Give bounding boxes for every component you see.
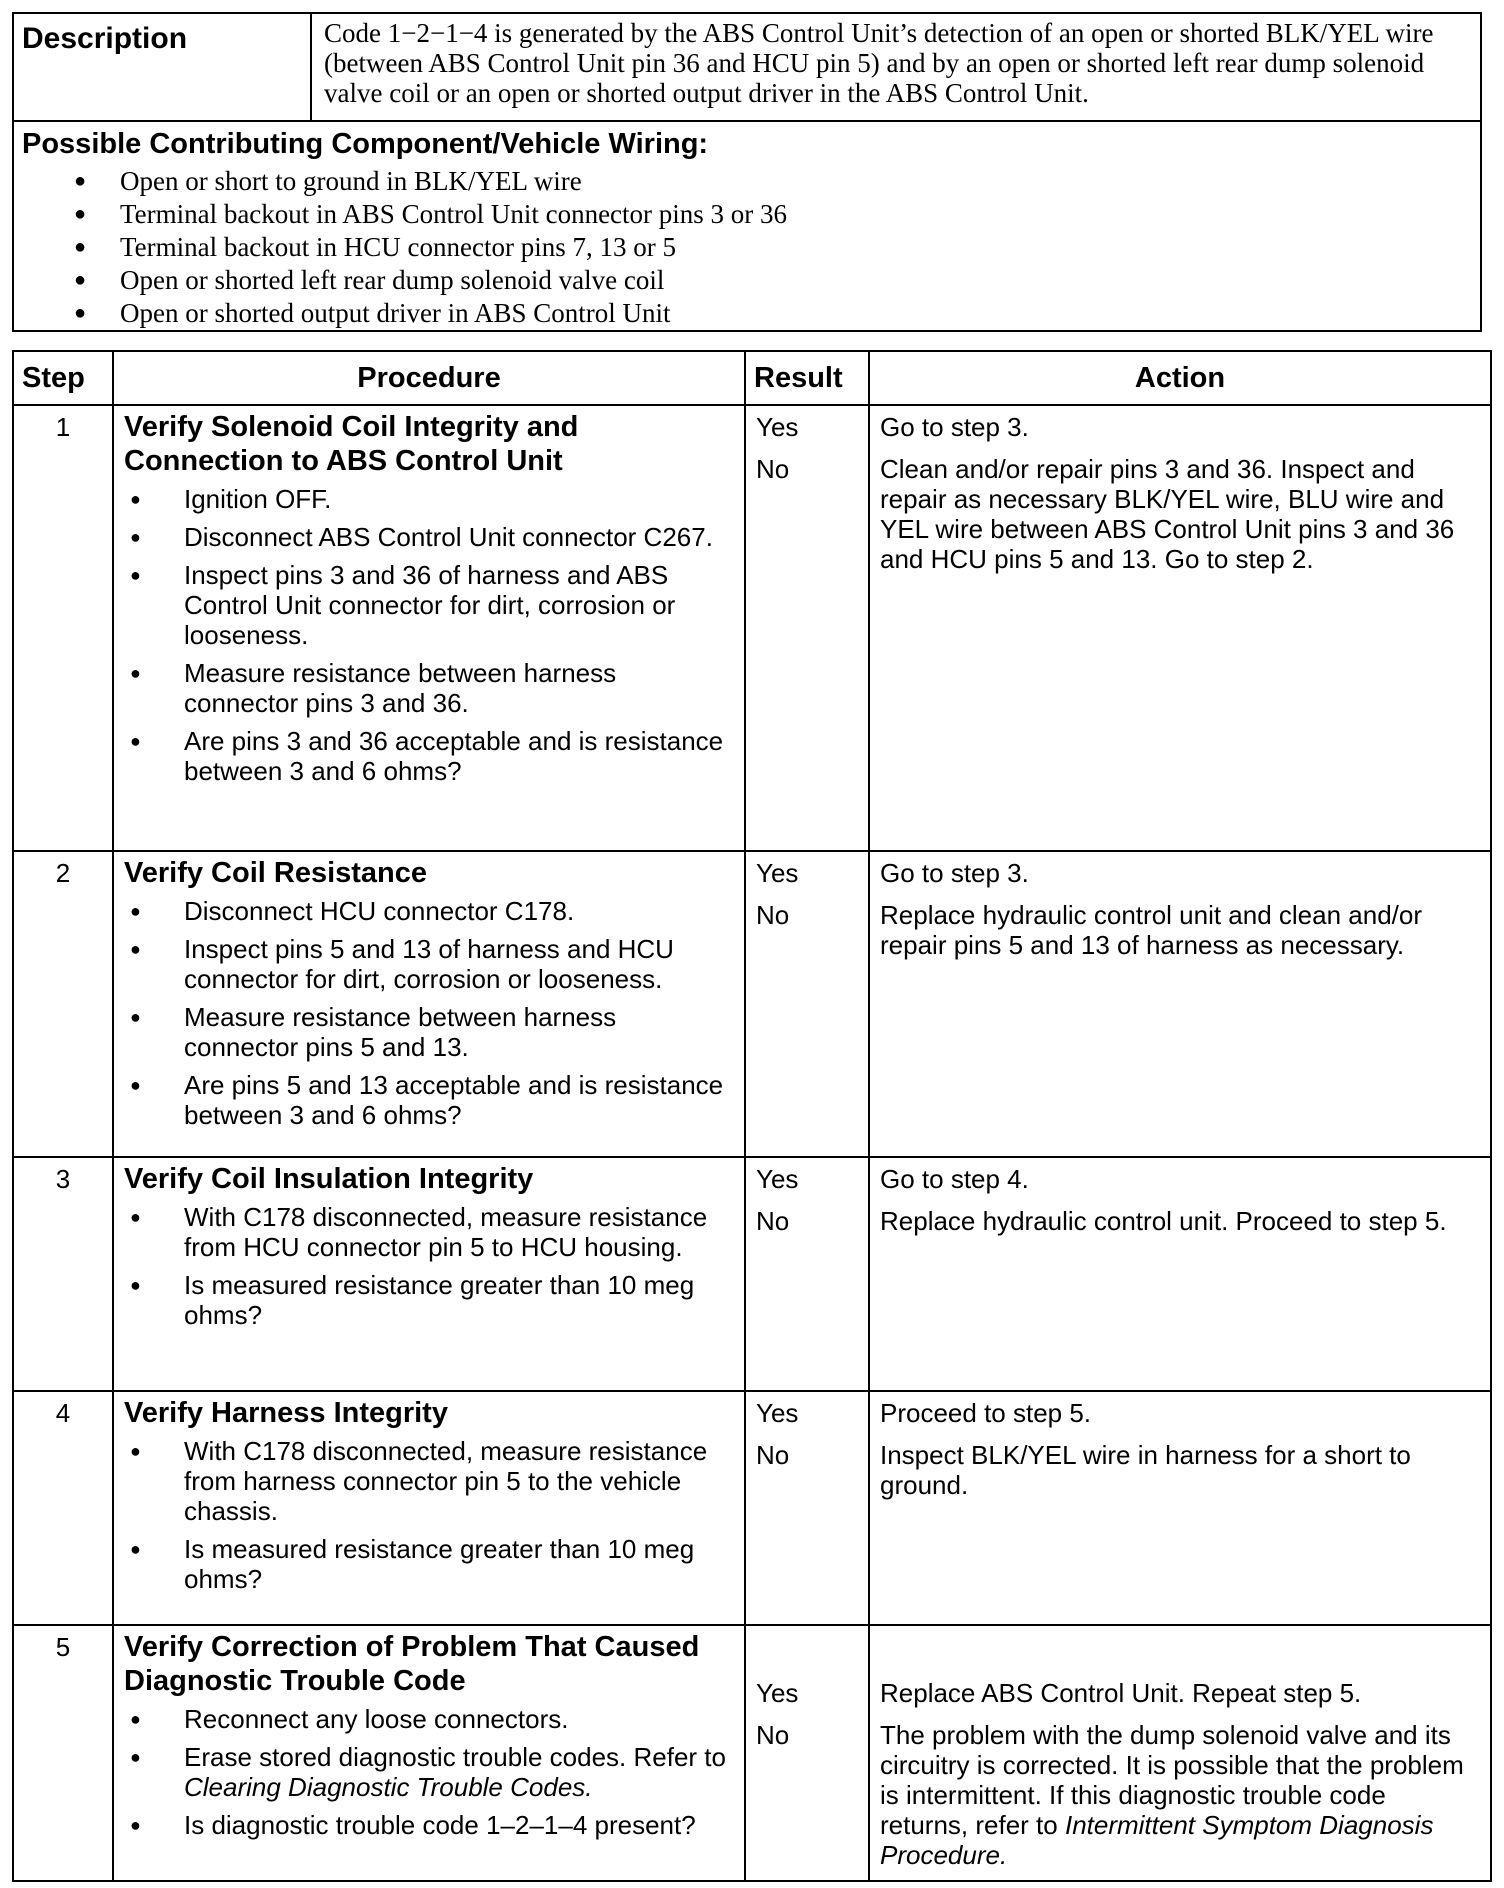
contributing-item: ● Open or shorted output driver in ABS Control Unit — [74, 297, 1472, 330]
procedure-title: Verify Solenoid Coil Integrity and Connection to ABS Control Unit — [124, 411, 579, 477]
procedure-bullet: ● Inspect pins 3 and 36 of harness and ABS Control Unit connector for dirt, corrosion or looseness. — [124, 560, 734, 650]
procedure-cell — [113, 405, 745, 851]
table-row — [13, 405, 1491, 851]
step-number: 1 — [13, 405, 113, 851]
procedure-bullet: ● Is diagnostic trouble code 1–2–1–4 present? — [124, 1810, 734, 1840]
action-no: Replace hydraulic control unit and clean and/or repair pins 5 and 13 of harness as necessary. — [880, 900, 1423, 960]
action-text: The problem with the dump solenoid valve and its circuitry is corrected. It is possible that the problem is intermittent. If this diagnostic trouble code returns, refer to — [880, 1720, 1464, 1840]
action-cell — [869, 1157, 1491, 1391]
contributing-item: ● Terminal backout in ABS Control Unit connector pins 3 or 36 — [74, 198, 1472, 231]
bullet-reference: Clearing Diagnostic Trouble Codes. — [184, 1772, 593, 1802]
procedure-bullet: ● Disconnect ABS Control Unit connector C267. — [124, 522, 734, 552]
procedure-cell — [113, 1625, 745, 1881]
contributing-title: Possible Contributing Component/Vehicle Wiring: — [22, 128, 709, 160]
result-yes: Yes — [756, 1164, 799, 1194]
procedure-cell — [113, 1391, 745, 1625]
header-step: Step — [13, 351, 113, 405]
description-label: Description — [14, 14, 312, 120]
action-no: Replace hydraulic control unit. Proceed to step 5. — [880, 1206, 1447, 1236]
header-procedure: Procedure — [113, 351, 745, 405]
description-row — [14, 14, 1480, 122]
procedure-cell — [113, 851, 745, 1157]
procedure-bullet — [124, 1742, 734, 1802]
procedure-bullet: ● Ignition OFF. — [124, 484, 734, 514]
procedure-list — [124, 1436, 734, 1594]
action-no — [880, 1720, 1480, 1870]
contributing-item: ● Open or short to ground in BLK/YEL wire — [74, 165, 1472, 198]
contributing-list — [22, 165, 1472, 330]
diagnostic-steps-table — [12, 350, 1492, 1882]
step-number: 2 — [13, 851, 113, 1157]
action-cell — [869, 405, 1491, 851]
action-cell — [869, 851, 1491, 1157]
procedure-bullet: ● Are pins 5 and 13 acceptable and is resistance between 3 and 6 ohms? — [124, 1070, 734, 1130]
procedure-bullet: ● With C178 disconnected, measure resistance from harness connector pin 5 to the vehicle chassis. — [124, 1436, 734, 1526]
header-result: Result — [745, 351, 869, 405]
action-yes: Go to step 4. — [880, 1164, 1029, 1194]
table-header-row — [13, 351, 1491, 405]
action-yes: Replace ABS Control Unit. Repeat step 5. — [880, 1678, 1362, 1708]
result-no: No — [756, 900, 790, 930]
procedure-title: Verify Harness Integrity — [124, 1397, 448, 1429]
procedure-bullet: ● Measure resistance between harness connector pins 5 and 13. — [124, 1002, 734, 1062]
action-reference: Intermittent Symptom Diagnosis Procedure. — [880, 1810, 1434, 1870]
procedure-title: Verify Correction of Problem That Caused Diagnostic Trouble Code — [124, 1631, 700, 1697]
result-cell — [745, 851, 869, 1157]
result-no: No — [756, 454, 790, 484]
procedure-list — [124, 1704, 734, 1840]
table-row — [13, 1157, 1491, 1391]
result-yes: Yes — [756, 858, 799, 888]
procedure-bullet: ● With C178 disconnected, measure resistance from HCU connector pin 5 to HCU housing. — [124, 1202, 734, 1262]
procedure-bullet: ● Are pins 3 and 36 acceptable and is resistance between 3 and 6 ohms? — [124, 726, 734, 786]
result-no: No — [756, 1206, 790, 1236]
bullet-text: Erase stored diagnostic trouble codes. Refer to — [184, 1742, 726, 1772]
procedure-list — [124, 484, 734, 786]
procedure-bullet: ● Inspect pins 5 and 13 of harness and HCU connector for dirt, corrosion or looseness. — [124, 934, 734, 994]
action-yes: Proceed to step 5. — [880, 1398, 1092, 1428]
result-yes: Yes — [756, 1398, 799, 1428]
action-cell — [869, 1391, 1491, 1625]
result-no: No — [756, 1440, 790, 1470]
action-no: Clean and/or repair pins 3 and 36. Inspect and repair as necessary BLK/YEL wire, BLU wire and YEL wire between ABS Control Unit pins 3 and 36 and HCU pins 5 and 13. Go to step 2. — [880, 454, 1455, 574]
step-number: 4 — [13, 1391, 113, 1625]
procedure-bullet: ● Reconnect any loose connectors. — [124, 1704, 734, 1734]
step-number: 5 — [13, 1625, 113, 1881]
step-number: 3 — [13, 1157, 113, 1391]
action-no: Inspect BLK/YEL wire in harness for a short to ground. — [880, 1440, 1411, 1500]
result-yes: Yes — [756, 1678, 799, 1708]
contributing-item: ● Open or shorted left rear dump solenoid valve coil — [74, 264, 1472, 297]
procedure-list — [124, 1202, 734, 1330]
procedure-bullet: ● Is measured resistance greater than 10 meg ohms? — [124, 1270, 734, 1330]
result-cell — [745, 1157, 869, 1391]
header-action: Action — [869, 351, 1491, 405]
contributing-section — [14, 122, 1480, 334]
table-row — [13, 851, 1491, 1157]
procedure-bullet: ● Is measured resistance greater than 10 meg ohms? — [124, 1534, 734, 1594]
contributing-item: ● Terminal backout in HCU connector pins 7, 13 or 5 — [74, 231, 1472, 264]
procedure-bullet: ● Measure resistance between harness connector pins 3 and 36. — [124, 658, 734, 718]
result-cell — [745, 405, 869, 851]
description-text: Code 1−2−1−4 is generated by the ABS Control Unit’s detection of an open or shorted BLK/YEL wire (between ABS Control Unit pin 36 and HCU pin 5) and by an open or shorted left rear dump solenoid valve coil or an open or shorted output driver in the ABS Control Unit. — [324, 18, 1434, 108]
result-cell — [745, 1391, 869, 1625]
description-box — [12, 12, 1482, 332]
table-row — [13, 1391, 1491, 1625]
procedure-bullet: ● Disconnect HCU connector C178. — [124, 896, 734, 926]
action-yes: Go to step 3. — [880, 412, 1029, 442]
action-cell — [869, 1625, 1491, 1881]
result-cell — [745, 1625, 869, 1881]
table-row — [13, 1625, 1491, 1881]
procedure-title: Verify Coil Insulation Integrity — [124, 1163, 534, 1195]
procedure-list — [124, 896, 734, 1130]
action-yes: Go to step 3. — [880, 858, 1029, 888]
procedure-title: Verify Coil Resistance — [124, 857, 428, 889]
result-no: No — [756, 1720, 790, 1750]
result-yes: Yes — [756, 412, 799, 442]
procedure-cell — [113, 1157, 745, 1391]
